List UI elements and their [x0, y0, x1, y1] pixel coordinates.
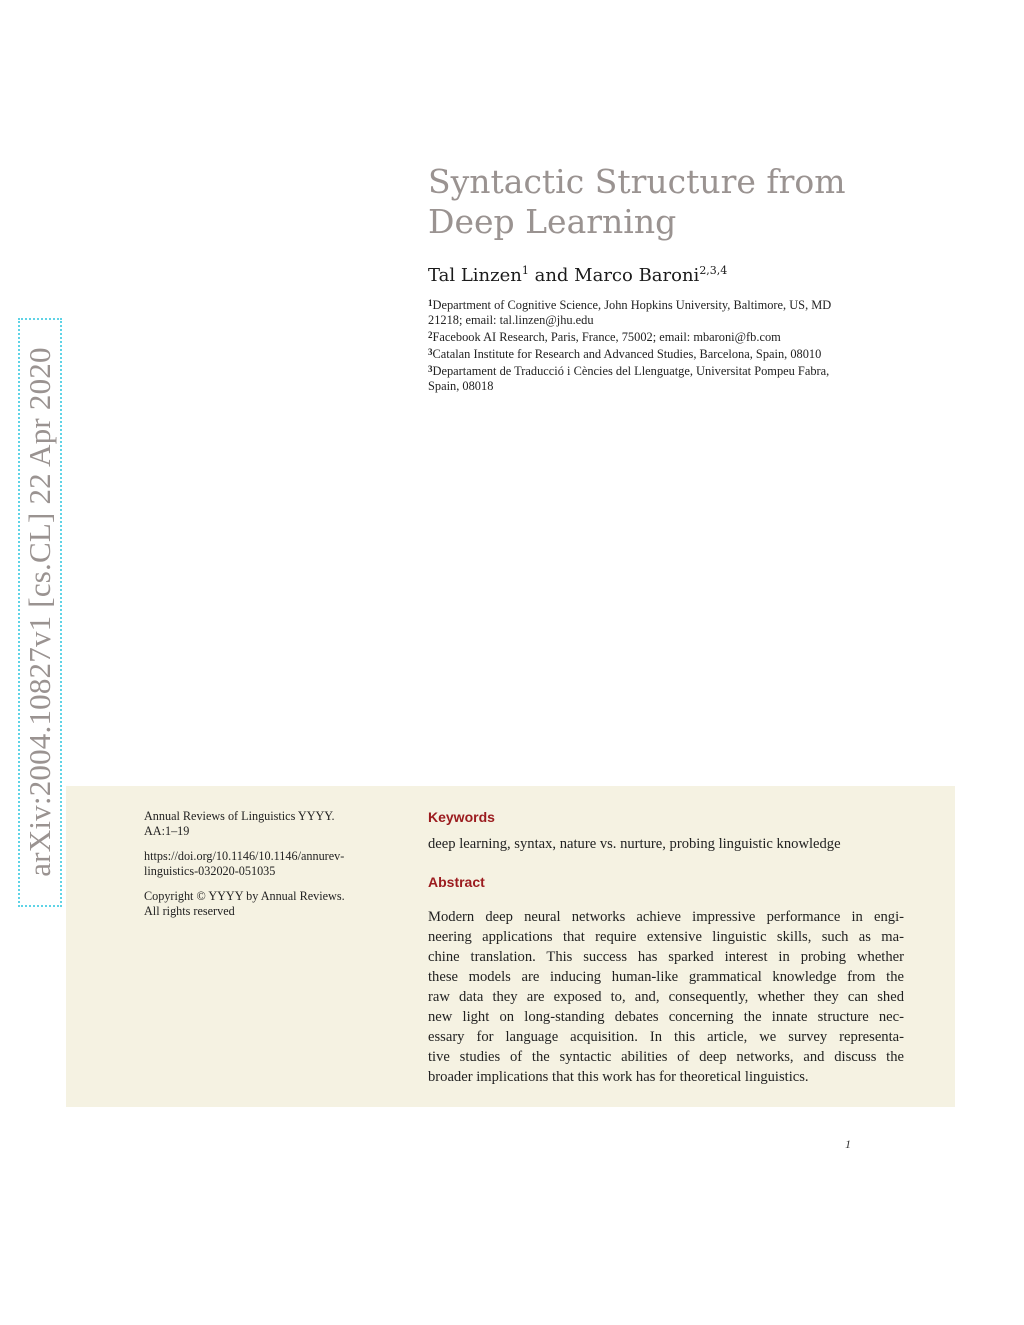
copyright-line: All rights reserved: [144, 904, 235, 918]
affiliation-item: [428, 345, 908, 362]
journal-citation: [144, 809, 394, 839]
affiliation-text: Facebook AI Research, Paris, France, 75002; email: mbaroni@fb.com: [432, 330, 781, 344]
abstract-line: neering applications that require extensive linguistic skills, such as ma-: [428, 929, 904, 945]
keywords-heading: Keywords: [428, 809, 495, 825]
author-conjunction: and: [528, 265, 575, 286]
journal-line: Annual Reviews of Linguistics YYYY.: [144, 809, 335, 823]
abstract-line: raw data they are exposed to, and, consequently, whether they can shed: [428, 989, 904, 1005]
copyright-line: Copyright © YYYY by Annual Reviews.: [144, 889, 345, 903]
abstract-line: tive studies of the syntactic abilities of deep networks, and discuss the: [428, 1049, 904, 1065]
affiliation-item: [428, 362, 908, 379]
abstract-line: new light on long-standing debates concerning the innate structure nec-: [428, 1009, 904, 1025]
abstract-line: chine translation. This success has sparked interest in probing whether: [428, 949, 904, 965]
author-name: Tal Linzen: [428, 265, 522, 286]
affiliation-text: Departament de Traducció i Cències del Llenguatge, Universitat Pompeu Fabra,: [432, 364, 830, 378]
abstract-line: broader implications that this work has for theoretical linguistics.: [428, 1069, 809, 1085]
abstract-heading: Abstract: [428, 874, 485, 890]
affiliation-mark: 3: [428, 347, 433, 357]
affiliation-text: Catalan Institute for Research and Advanced Studies, Barcelona, Spain, 08010: [432, 347, 822, 361]
affiliation-mark: 2: [428, 330, 433, 340]
author-affiliation-mark: 1: [521, 264, 529, 277]
affiliation-item: [428, 296, 908, 313]
affiliation-item-continued: 21218; email: tal.linzen@jhu.edu: [428, 313, 594, 327]
title-line-2: Deep Learning: [428, 202, 677, 241]
doi-line[interactable]: https://doi.org/10.1146/10.1146/annurev-: [144, 849, 345, 863]
affiliation-item-continued: Spain, 08018: [428, 379, 494, 393]
doi-line[interactable]: linguistics-032020-051035: [144, 864, 276, 878]
page-number: 1: [845, 1137, 851, 1151]
author-name: Marco Baroni: [574, 265, 700, 286]
affiliation-mark: 3: [428, 364, 433, 374]
arxiv-stamp: arXiv:2004.10827v1 [cs.CL] 22 Apr 2020: [22, 347, 57, 877]
affiliation-item: [428, 328, 908, 345]
publication-metadata: [144, 809, 394, 929]
affiliation-text: Department of Cognitive Science, John Hopkins University, Baltimore, US, MD: [432, 298, 832, 312]
paper-title: [428, 162, 968, 242]
journal-pages: AA:1–19: [144, 824, 190, 838]
abstract-line: Modern deep neural networks achieve impressive performance in engi-: [428, 909, 904, 925]
abstract-line: essary for language acquisition. In this article, we survey representa-: [428, 1029, 904, 1045]
affiliations: [428, 296, 908, 394]
doi-link[interactable]: [144, 849, 394, 879]
abstract-line: these models are inducing human-like grammatical knowledge from the: [428, 969, 904, 985]
copyright-notice: [144, 889, 394, 919]
affiliation-mark: 1: [428, 298, 433, 308]
author-list: [428, 264, 968, 286]
keywords-text: deep learning, syntax, nature vs. nurture, probing linguistic knowledge: [428, 836, 841, 852]
title-line-1: Syntactic Structure from: [428, 162, 846, 201]
author-affiliation-mark: 2,3,4: [699, 264, 728, 277]
abstract-body: [428, 907, 904, 1087]
